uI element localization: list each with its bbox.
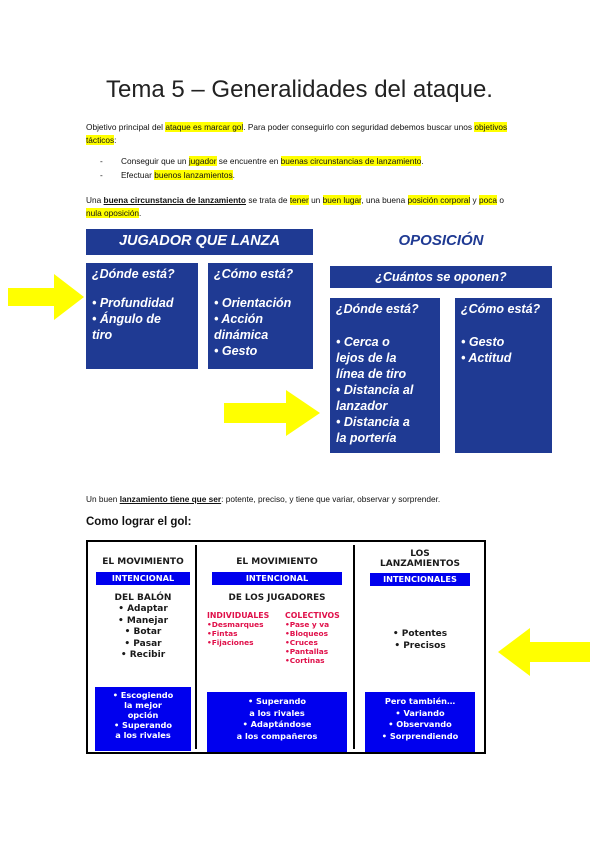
item: • Gesto (461, 335, 505, 349)
item: a los rivales (249, 707, 305, 718)
def-text: se trata de (246, 195, 290, 205)
oposicion-header: OPOSICIÓN (398, 232, 484, 249)
donde-question: ¿Dónde está? (92, 267, 175, 281)
item: • Recibir (120, 650, 166, 660)
item: • Distancia al (336, 383, 414, 397)
item: línea de tiro (336, 367, 407, 381)
def-text: . (139, 208, 142, 218)
item: dinámica (214, 328, 269, 342)
col-title: EL MOVIMIENTO (102, 557, 184, 567)
donde-items (86, 281, 198, 343)
item: lejos de la (336, 351, 397, 365)
item: • Superando (113, 720, 173, 730)
col-title: LANZAMIENTOS (380, 559, 460, 569)
item: • Ángulo de (92, 312, 161, 326)
intro-paragraph (86, 121, 516, 147)
item: a los rivales (115, 730, 171, 740)
item: •Fintas (207, 629, 238, 638)
def-text: un (308, 195, 323, 205)
list-head: COLECTIVOS (285, 611, 340, 620)
yellow-arrow-icon (224, 390, 320, 436)
yellow-arrow-icon (498, 628, 590, 676)
intencional-bar: INTENCIONAL (95, 571, 191, 586)
def-text: o (497, 195, 504, 205)
lanz-text: Un buen (86, 494, 120, 504)
item: tiro (92, 328, 113, 342)
highlight-posicion: posición corporal (407, 195, 471, 205)
item: • Manejar (117, 615, 169, 626)
bullet-item (100, 170, 235, 180)
item: • Adaptándose (242, 719, 312, 729)
highlight-jugador: jugador (188, 156, 217, 166)
highlight-circunstancias: buenas circunstancias de lanzamiento (280, 156, 422, 166)
highlight-ataque: ataque es marcar gol (165, 122, 244, 132)
jugador-que-lanza-diagram (86, 229, 313, 369)
item: •Desmarques (207, 620, 264, 629)
item: • Profundidad (92, 296, 174, 310)
bullet-dash: - (100, 156, 103, 166)
def-underlined: buena circunstancia de lanzamiento (103, 195, 247, 205)
bullet-item (100, 156, 424, 166)
highlight-tener: tener (289, 195, 309, 205)
list-head: INDIVIDUALES (207, 611, 270, 620)
item: lanzador (336, 399, 388, 413)
def-text: Una (86, 195, 104, 205)
item: • Gesto (214, 344, 258, 358)
highlight-objetivos: objetivos tácticos (86, 122, 508, 145)
col-blue-box (95, 687, 191, 751)
jugador-header: JUGADOR QUE LANZA (86, 229, 313, 255)
highlight-nula: nula oposición (86, 208, 140, 218)
item: • Potentes (392, 629, 448, 639)
lanz-underlined: lanzamiento tiene que ser (119, 494, 222, 504)
item: • Superando (247, 696, 307, 706)
item: a los compañeros (236, 730, 318, 741)
definition-paragraph (86, 194, 516, 220)
highlight-lanzamientos: buenos lanzamientos (154, 170, 233, 180)
como-esta-box (208, 263, 313, 369)
item: la mejor (124, 700, 162, 710)
item: Pero también… (384, 696, 456, 706)
col-blue-box (207, 692, 347, 752)
item: • Adaptar (118, 604, 168, 614)
def-text: , una buena (361, 195, 408, 205)
col-blue-box (365, 692, 475, 752)
item: •Cortinas (285, 656, 325, 665)
col-lanzamientos (359, 545, 481, 749)
opo-como-question: ¿Cómo está? (461, 302, 541, 316)
oposicion-como-box (455, 298, 552, 453)
col-items (359, 629, 481, 652)
lanzamiento-line (86, 493, 556, 506)
item: • Botar (124, 627, 162, 637)
item: • Observando (388, 719, 452, 729)
item: la portería (336, 431, 397, 445)
item: opción (127, 710, 159, 720)
item: •Fijaciones (207, 638, 254, 647)
individuales-list (207, 611, 269, 647)
intencional-bar: INTENCIONAL (211, 571, 343, 586)
highlight-buen-lugar: buen lugar (322, 195, 362, 205)
opo-como-items (455, 316, 552, 366)
bullet-text: se encuentre en (216, 156, 281, 166)
colectivos-list (285, 611, 340, 665)
col-items (91, 604, 195, 662)
col-sub: DE LOS JUGADORES (228, 593, 326, 603)
item: • Distancia a (336, 415, 410, 429)
item: • Escogiendo (112, 690, 174, 700)
item: •Cruces (285, 638, 318, 647)
como-lograr-heading: Como lograr el gol: (86, 516, 192, 528)
def-text: y (470, 195, 480, 205)
bullet-text: . (421, 156, 424, 166)
item: • Sorprendiendo (381, 730, 459, 741)
opo-donde-items (330, 316, 440, 446)
como-question: ¿Cómo está? (214, 267, 294, 281)
col-title: EL MOVIMIENTO (236, 557, 318, 567)
item: • Orientación (214, 296, 292, 310)
item: • Cerca o (336, 335, 390, 349)
item: • Precisos (394, 640, 446, 651)
item: •Bloqueos (285, 629, 329, 638)
oposicion-donde-box (330, 298, 440, 453)
item: • Pasar (124, 638, 162, 649)
bullet-text: Conseguir que un (121, 156, 189, 166)
item: •Pase y va (285, 620, 330, 629)
donde-esta-box (86, 263, 198, 369)
col-sub: DEL BALÓN (114, 593, 172, 603)
opo-donde-question: ¿Dónde está? (336, 302, 419, 316)
bullet-text: . (232, 170, 235, 180)
bullet-text: Efectuar (121, 170, 155, 180)
col-jugadores (201, 545, 355, 749)
como-lograr-gol-panel (86, 540, 486, 754)
intencional-bar: INTENCIONALES (369, 572, 471, 587)
intro-text: Objetivo principal del (86, 122, 166, 132)
col-balon (91, 545, 197, 749)
item: • Acción (214, 312, 264, 326)
item: • Actitud (461, 351, 512, 365)
page-title: Tema 5 – Generalidades del ataque. (106, 76, 493, 103)
yellow-arrow-icon (8, 274, 84, 320)
item: •Pantallas (285, 647, 329, 656)
bullet-dash: - (100, 170, 103, 180)
intro-text: : (114, 135, 117, 145)
col-title: LOS (410, 549, 430, 559)
item: • Variando (395, 707, 445, 718)
cuantos-bar: ¿Cuántos se oponen? (330, 266, 552, 288)
intro-text: . Para poder conseguirlo con seguridad debemos buscar unos (243, 122, 475, 132)
lanz-text: : potente, preciso, y tiene que variar, observar y sorprender. (221, 494, 441, 504)
highlight-poca: poca (479, 195, 498, 205)
como-items (208, 281, 313, 359)
